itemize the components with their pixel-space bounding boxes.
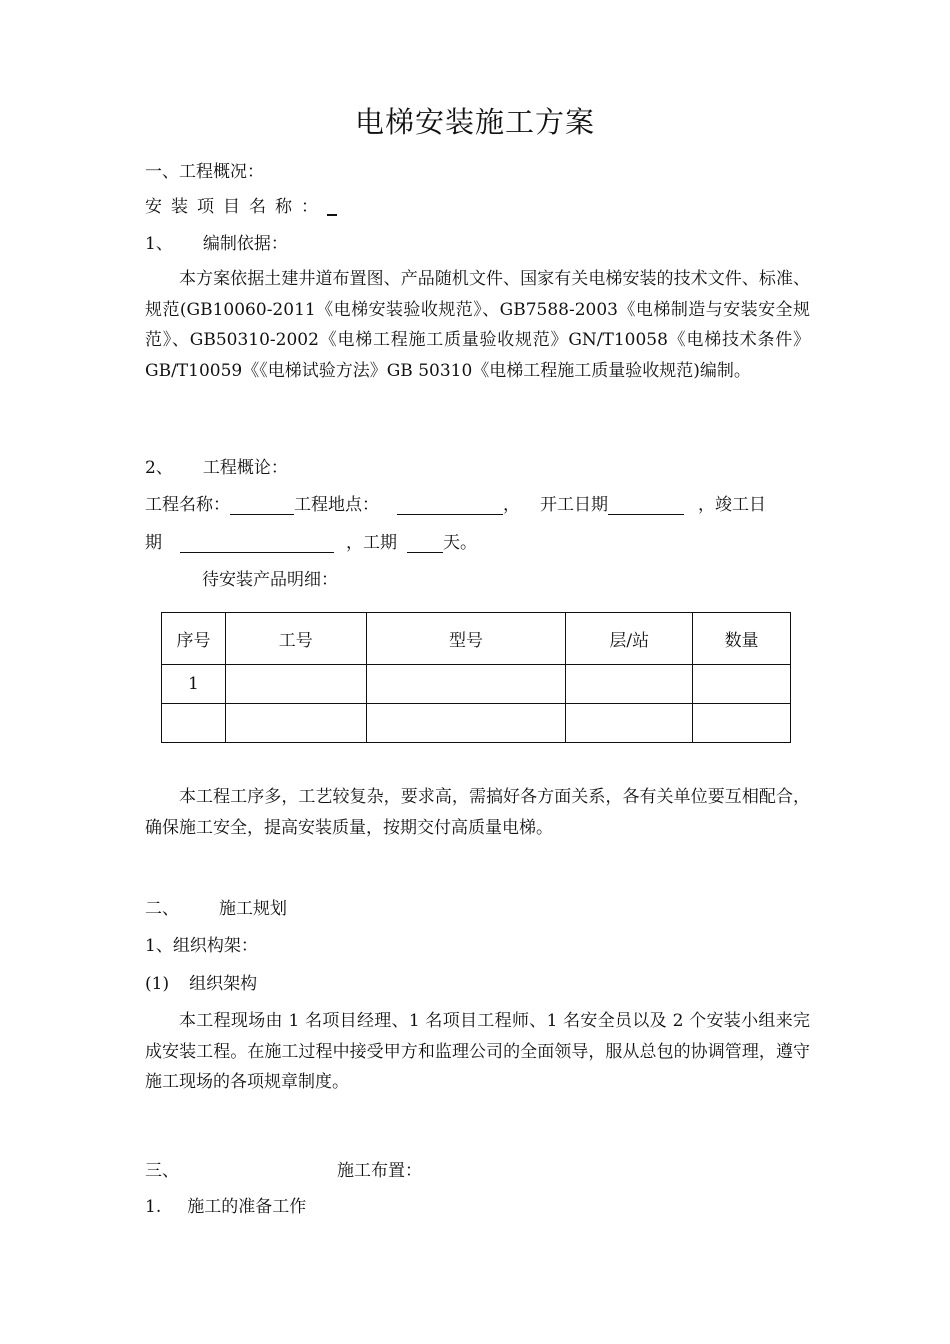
project-name-line [145, 197, 337, 217]
prep-work-line [145, 1197, 306, 1217]
duration-prefix: ，工期 [346, 533, 397, 553]
basis-heading-line [145, 234, 288, 254]
table-cell [225, 704, 366, 743]
document-title: 电梯安装施工方案 [354, 105, 595, 139]
products-label: 待安装产品明细： [202, 570, 338, 590]
section-2-heading-line [145, 899, 287, 919]
table-header: 工号 [225, 613, 366, 665]
section-3-number: 三、 [145, 1161, 179, 1181]
table-cell [366, 704, 566, 743]
project-info-line [145, 495, 766, 515]
table-header-row [162, 613, 791, 665]
org-framework-heading: 组织架构 [189, 974, 258, 994]
table-cell [693, 704, 791, 743]
table-cell [225, 665, 366, 704]
closing-paragraph: 本工程工序多，工艺较复杂，要求高，需搞好各方面关系，各有关单位要互相配合，确保施工安全，提高安装质量，按期交付高质量电梯。 [145, 787, 810, 838]
overview-number: 2、 [145, 458, 173, 478]
basis-paragraph: 本方案依据土建井道布置图、产品随机文件、国家有关电梯安装的技术文件、标准、规范(GB10060-2011《电梯安装验收规范》、GB7588-2003《电梯制造与安装安全规范》、GB50310-2002《电梯工程施工质量验收规范》GN/T10058《电梯技术条件》 GB/T10059《《电梯试验方法》GB 50310《电梯工程施工质量验收规范)编制。 [145, 269, 810, 381]
table-header: 数量 [693, 613, 791, 665]
table-header: 序号 [162, 613, 226, 665]
project-name-label: 安装项目名称： [145, 197, 327, 217]
table-cell [162, 704, 226, 743]
overview-heading: 工程概论： [202, 458, 288, 478]
org-paragraph: 本工程现场由 1 名项目经理、1 名项目工程师、1 名安全员以及 2 个安装小组来完成安装工程。在施工过程中接受甲方和监理公司的全面领导，服从总包的协调管理，遵守施工现场的各项规章制度。 [145, 1011, 810, 1092]
section-3-heading: 施工布置： [337, 1161, 422, 1181]
start-date-field [608, 496, 684, 515]
section-2-heading: 施工规划 [219, 899, 287, 919]
table-row [162, 704, 791, 743]
duration-field [407, 534, 443, 553]
table-cell: 1 [162, 665, 226, 704]
overview-heading-line [145, 458, 288, 478]
duration-suffix: 天。 [443, 533, 477, 553]
org-framework-number: (1) [145, 974, 170, 994]
section-3-heading-line [145, 1161, 422, 1181]
end-date-field [180, 534, 334, 553]
end-date-line [145, 533, 477, 553]
comma: ， [503, 495, 520, 515]
table-cell [566, 704, 693, 743]
project-name-field-label: 工程名称： [145, 495, 230, 515]
table-header: 层/站 [566, 613, 693, 665]
prep-work-number: 1. [145, 1197, 162, 1217]
product-detail-table [161, 612, 791, 743]
table-header: 型号 [366, 613, 566, 665]
project-name-field [230, 496, 294, 515]
org-structure-heading: 1、组织构架： [145, 936, 258, 956]
start-date-label: 开工日期 [540, 495, 608, 515]
section-2-number: 二、 [145, 899, 179, 919]
section-1-heading: 一、工程概况： [145, 162, 264, 182]
end-date-label-b: 期 [145, 533, 162, 553]
table-cell [366, 665, 566, 704]
end-date-label-a: ，竣工日 [698, 495, 766, 515]
table-cell [566, 665, 693, 704]
table-cell [693, 665, 791, 704]
table-row [162, 665, 791, 704]
location-label: 工程地点： [294, 495, 379, 515]
prep-work-heading: 施工的准备工作 [187, 1197, 307, 1217]
project-name-blank [327, 214, 337, 216]
basis-number: 1、 [145, 234, 173, 254]
location-field [397, 496, 503, 515]
basis-heading: 编制依据： [202, 234, 288, 254]
org-framework-line [145, 974, 257, 994]
